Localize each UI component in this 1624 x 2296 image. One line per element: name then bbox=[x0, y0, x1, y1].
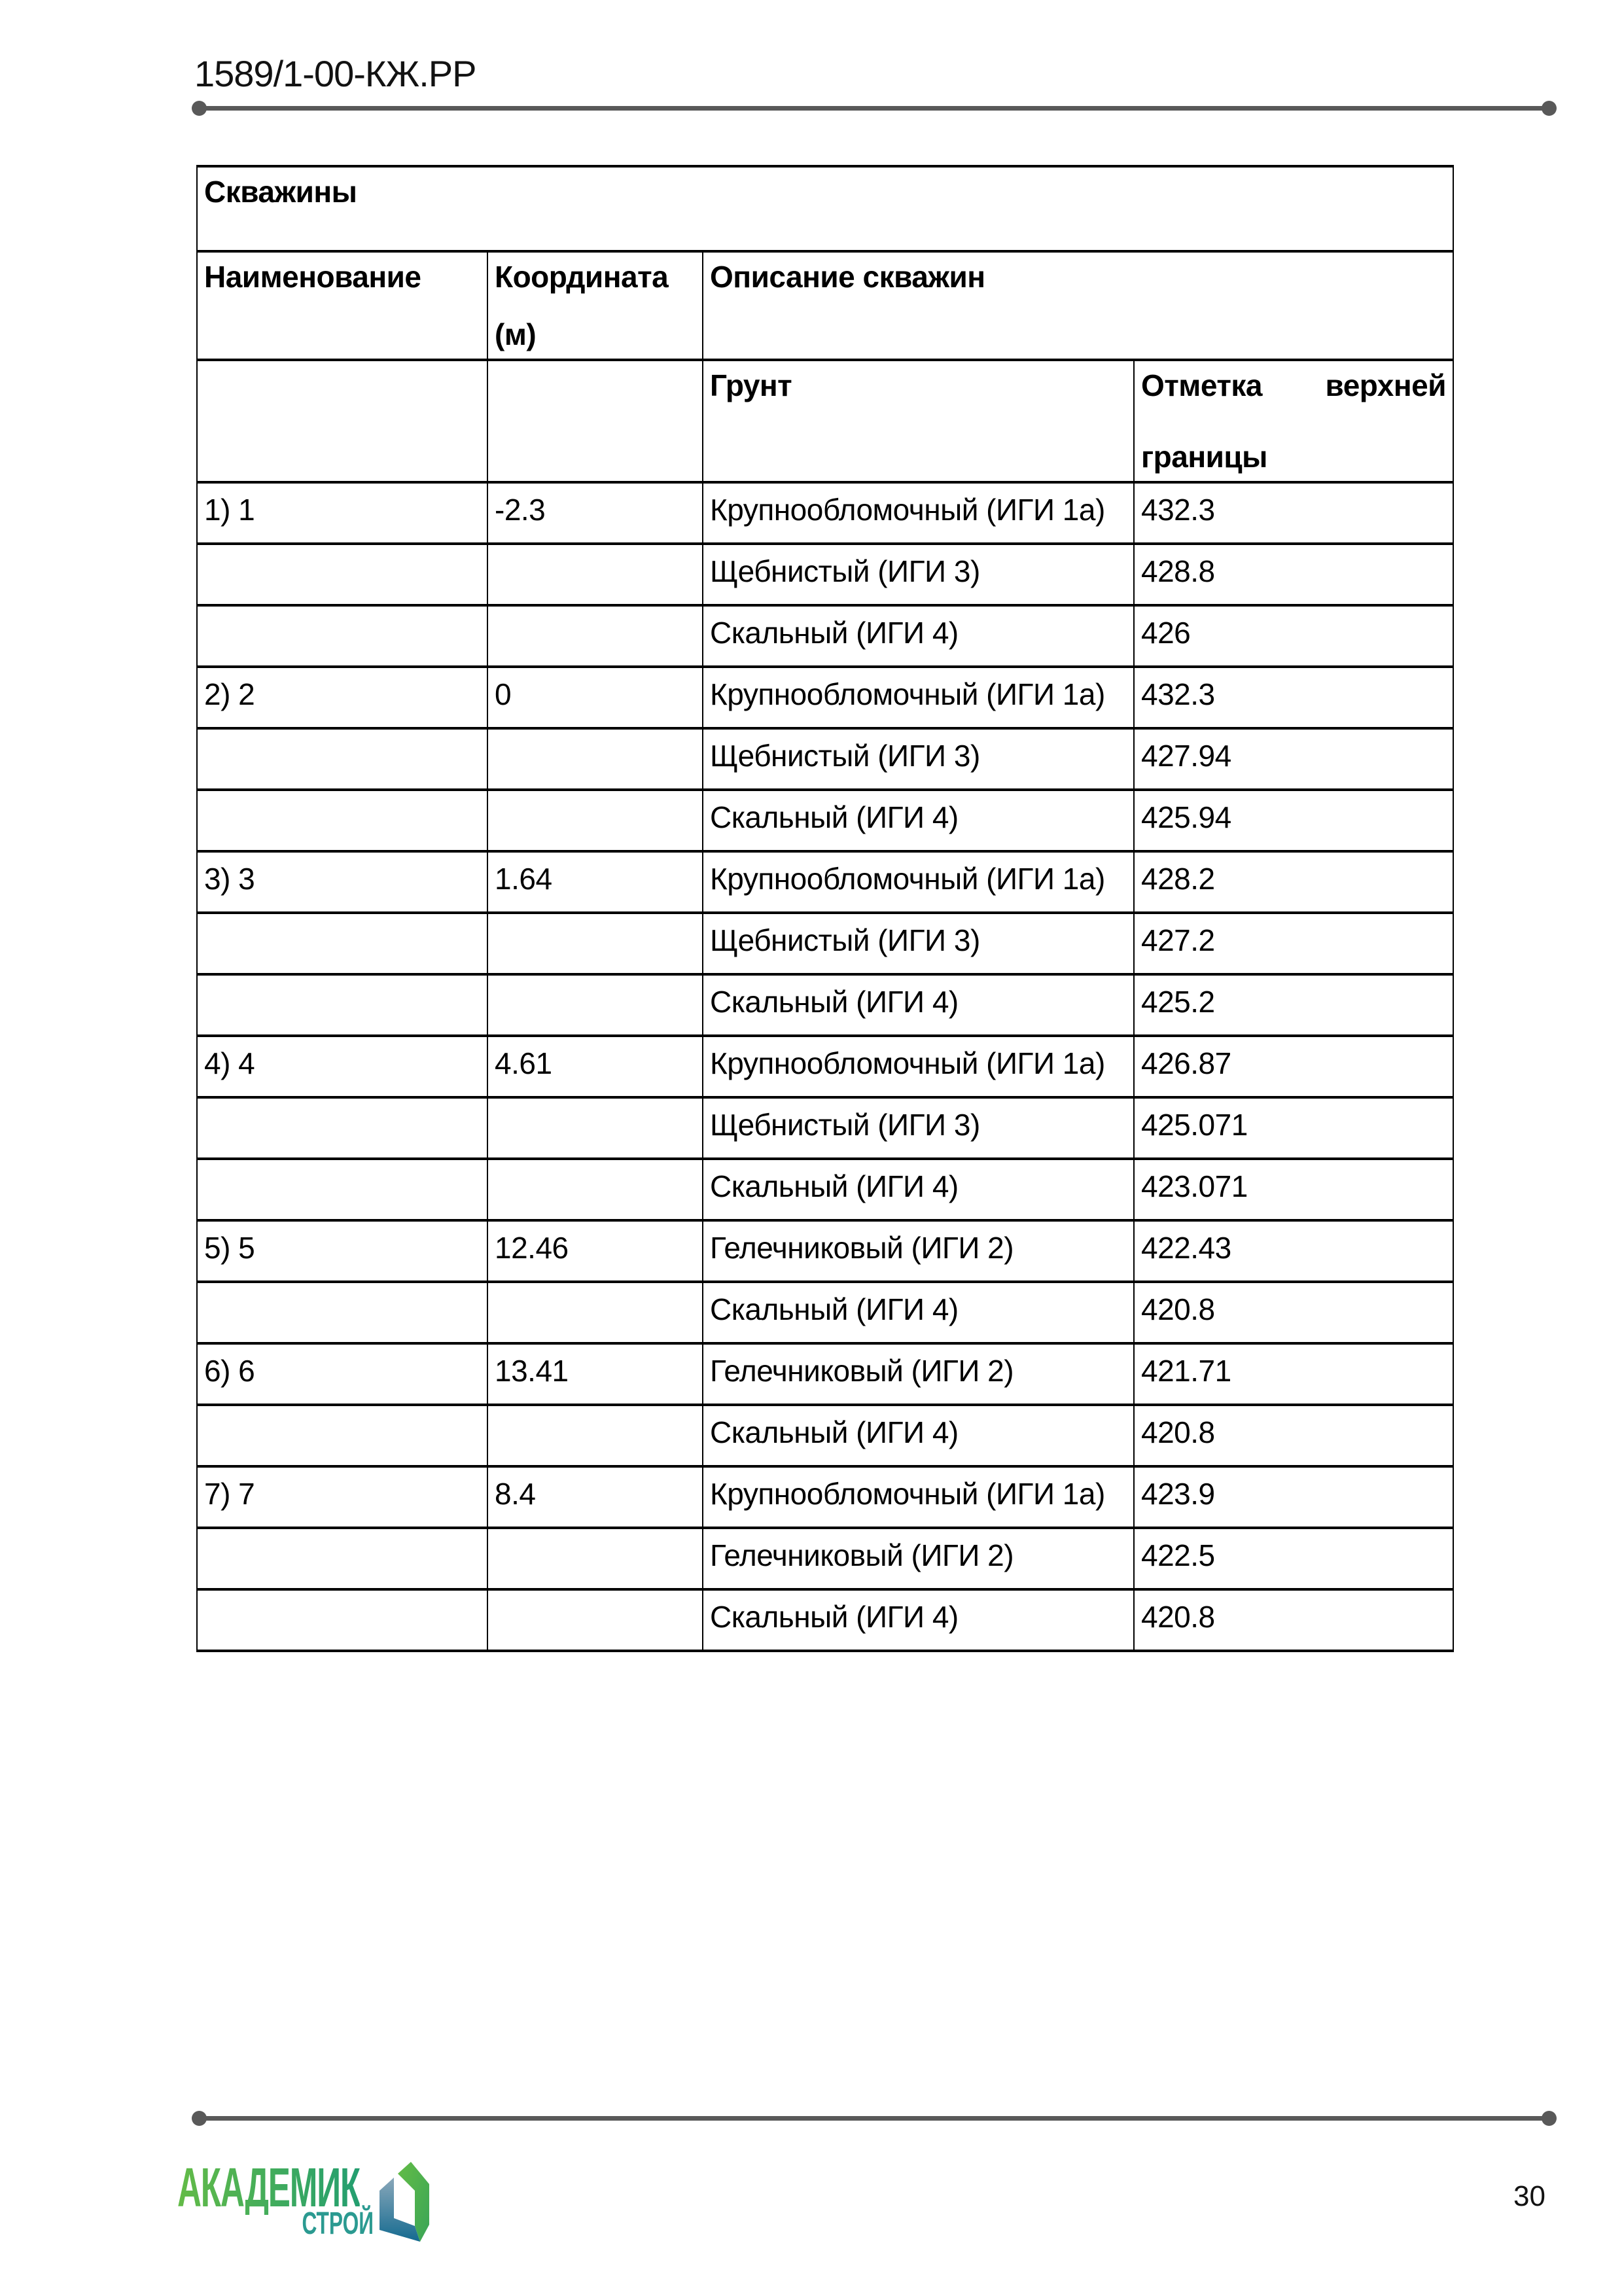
header-divider-line bbox=[198, 106, 1551, 111]
cell-name: 2) 2 bbox=[197, 667, 487, 728]
cell-ground: Скальный (ИГИ 4) bbox=[703, 1282, 1134, 1343]
logo-text-akademik: АКАДЕМИК bbox=[177, 2157, 360, 2218]
cell-top-mark: 420.8 bbox=[1134, 1405, 1453, 1466]
cell-top-mark: 425.2 bbox=[1134, 974, 1453, 1036]
top-mark-line-2: границы bbox=[1141, 440, 1267, 474]
table-row bbox=[197, 1528, 1453, 1589]
cell-ground: Гелечниковый (ИГИ 2) bbox=[703, 1220, 1134, 1282]
coordinate-label-line2: (м) bbox=[495, 317, 537, 351]
cell-coordinate: 4.61 bbox=[487, 1036, 703, 1097]
cell-name bbox=[197, 790, 487, 851]
table-row bbox=[197, 482, 1453, 544]
cell-name: 6) 6 bbox=[197, 1343, 487, 1405]
table-header-row-2 bbox=[197, 360, 1453, 482]
cell-coordinate bbox=[487, 1159, 703, 1220]
table-row bbox=[197, 1159, 1453, 1220]
cell-ground: Гелечниковый (ИГИ 2) bbox=[703, 1343, 1134, 1405]
cell-name bbox=[197, 1528, 487, 1589]
col-header-ground: Грунт bbox=[703, 360, 1134, 482]
cell-coordinate bbox=[487, 728, 703, 790]
col-header-name: Наименование bbox=[197, 251, 487, 360]
cell-coordinate: 12.46 bbox=[487, 1220, 703, 1282]
coordinate-label-line1: Координата bbox=[495, 260, 669, 294]
cell-ground: Крупнообломочный (ИГИ 1а) bbox=[703, 1466, 1134, 1528]
table-header-row-1 bbox=[197, 251, 1453, 360]
top-mark-word-2: верхней bbox=[1325, 368, 1447, 402]
cell-top-mark: 425.071 bbox=[1134, 1097, 1453, 1159]
cell-name bbox=[197, 1159, 487, 1220]
cell-name bbox=[197, 974, 487, 1036]
table-body bbox=[197, 482, 1453, 1651]
cell-coordinate bbox=[487, 913, 703, 974]
cell-ground: Щебнистый (ИГИ 3) bbox=[703, 728, 1134, 790]
cell-coordinate bbox=[487, 1528, 703, 1589]
cell-coordinate: 13.41 bbox=[487, 1343, 703, 1405]
table-row bbox=[197, 1220, 1453, 1282]
col-header-coordinate bbox=[487, 251, 703, 360]
cell-name: 4) 4 bbox=[197, 1036, 487, 1097]
cell-coordinate bbox=[487, 974, 703, 1036]
cell-coordinate bbox=[487, 605, 703, 667]
cell-ground: Скальный (ИГИ 4) bbox=[703, 605, 1134, 667]
empty-cell bbox=[197, 360, 487, 482]
cell-ground: Щебнистый (ИГИ 3) bbox=[703, 544, 1134, 605]
cell-ground: Скальный (ИГИ 4) bbox=[703, 1589, 1134, 1651]
cell-top-mark: 428.8 bbox=[1134, 544, 1453, 605]
page-number: 30 bbox=[1513, 2180, 1545, 2212]
col-header-description: Описание скважин bbox=[703, 251, 1453, 360]
table-row bbox=[197, 913, 1453, 974]
table-row bbox=[197, 667, 1453, 728]
footer-divider-line bbox=[198, 2116, 1551, 2121]
table-row bbox=[197, 1343, 1453, 1405]
table-row bbox=[197, 1589, 1453, 1651]
cell-ground: Крупнообломочный (ИГИ 1а) bbox=[703, 482, 1134, 544]
cell-coordinate: 1.64 bbox=[487, 851, 703, 913]
cell-name: 3) 3 bbox=[197, 851, 487, 913]
table-title-row bbox=[197, 166, 1453, 251]
cell-top-mark: 427.94 bbox=[1134, 728, 1453, 790]
cell-name bbox=[197, 1097, 487, 1159]
cell-name bbox=[197, 728, 487, 790]
table-title: Скважины bbox=[197, 166, 1453, 251]
cell-ground: Скальный (ИГИ 4) bbox=[703, 974, 1134, 1036]
cell-ground: Крупнообломочный (ИГИ 1а) bbox=[703, 1036, 1134, 1097]
cell-name bbox=[197, 1405, 487, 1466]
table-row bbox=[197, 1405, 1453, 1466]
cell-coordinate: 0 bbox=[487, 667, 703, 728]
cell-coordinate: 8.4 bbox=[487, 1466, 703, 1528]
cell-name bbox=[197, 544, 487, 605]
cell-top-mark: 420.8 bbox=[1134, 1589, 1453, 1651]
table-row bbox=[197, 605, 1453, 667]
cell-top-mark: 422.5 bbox=[1134, 1528, 1453, 1589]
table-row bbox=[197, 974, 1453, 1036]
cell-name: 7) 7 bbox=[197, 1466, 487, 1528]
cell-top-mark: 420.8 bbox=[1134, 1282, 1453, 1343]
boreholes-table bbox=[196, 165, 1454, 1652]
cell-name bbox=[197, 913, 487, 974]
table-row bbox=[197, 1282, 1453, 1343]
col-header-top-mark bbox=[1134, 360, 1453, 482]
logo-text-stroy: СТРОЙ bbox=[302, 2206, 374, 2241]
cell-top-mark: 432.3 bbox=[1134, 482, 1453, 544]
table-row bbox=[197, 728, 1453, 790]
table-row bbox=[197, 1097, 1453, 1159]
cell-name: 1) 1 bbox=[197, 482, 487, 544]
document-code: 1589/1-00-КЖ.РР bbox=[194, 53, 476, 94]
table-row bbox=[197, 851, 1453, 913]
cell-coordinate bbox=[487, 790, 703, 851]
cell-ground: Скальный (ИГИ 4) bbox=[703, 790, 1134, 851]
cell-name bbox=[197, 605, 487, 667]
cell-coordinate bbox=[487, 544, 703, 605]
cell-coordinate bbox=[487, 1589, 703, 1651]
cell-top-mark: 422.43 bbox=[1134, 1220, 1453, 1282]
cell-coordinate bbox=[487, 1097, 703, 1159]
cell-ground: Крупнообломочный (ИГИ 1а) bbox=[703, 851, 1134, 913]
cell-top-mark: 426 bbox=[1134, 605, 1453, 667]
cell-top-mark: 425.94 bbox=[1134, 790, 1453, 851]
cell-ground: Щебнистый (ИГИ 3) bbox=[703, 913, 1134, 974]
cell-top-mark: 428.2 bbox=[1134, 851, 1453, 913]
cell-ground: Щебнистый (ИГИ 3) bbox=[703, 1097, 1134, 1159]
table-row bbox=[197, 790, 1453, 851]
cell-coordinate bbox=[487, 1282, 703, 1343]
cell-name bbox=[197, 1282, 487, 1343]
cell-ground: Гелечниковый (ИГИ 2) bbox=[703, 1528, 1134, 1589]
cell-ground: Крупнообломочный (ИГИ 1а) bbox=[703, 667, 1134, 728]
top-mark-word-1: Отметка bbox=[1141, 368, 1262, 402]
table-row bbox=[197, 1036, 1453, 1097]
cell-ground: Скальный (ИГИ 4) bbox=[703, 1405, 1134, 1466]
cell-top-mark: 421.71 bbox=[1134, 1343, 1453, 1405]
cell-top-mark: 432.3 bbox=[1134, 667, 1453, 728]
cell-coordinate: -2.3 bbox=[487, 482, 703, 544]
cell-top-mark: 426.87 bbox=[1134, 1036, 1453, 1097]
cell-name: 5) 5 bbox=[197, 1220, 487, 1282]
house-icon bbox=[378, 2161, 431, 2244]
empty-cell bbox=[487, 360, 703, 482]
cell-ground: Скальный (ИГИ 4) bbox=[703, 1159, 1134, 1220]
cell-top-mark: 423.9 bbox=[1134, 1466, 1453, 1528]
cell-coordinate bbox=[487, 1405, 703, 1466]
cell-top-mark: 423.071 bbox=[1134, 1159, 1453, 1220]
cell-top-mark: 427.2 bbox=[1134, 913, 1453, 974]
table-row bbox=[197, 544, 1453, 605]
table-row bbox=[197, 1466, 1453, 1528]
cell-name bbox=[197, 1589, 487, 1651]
